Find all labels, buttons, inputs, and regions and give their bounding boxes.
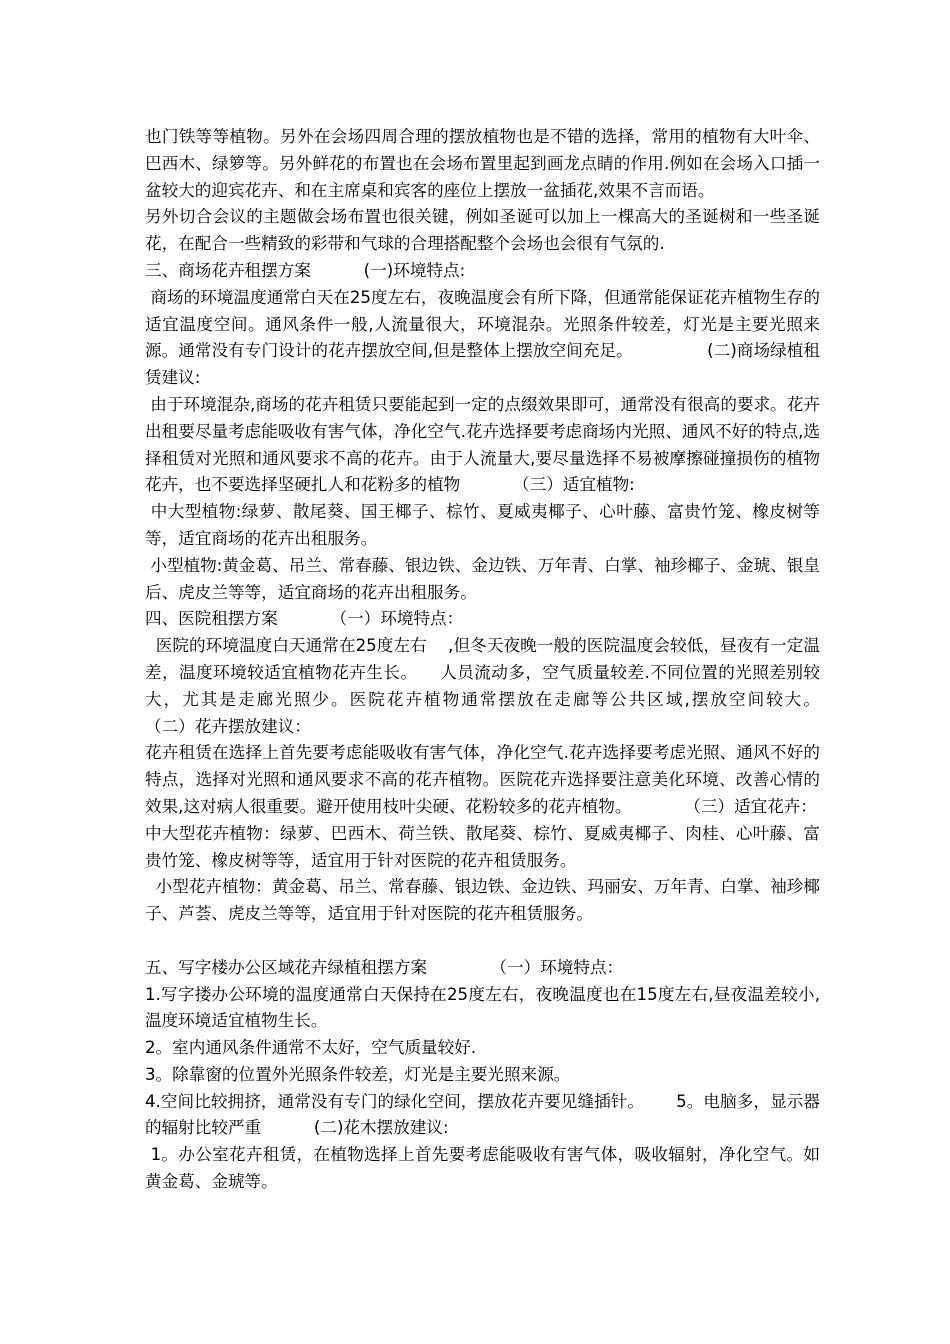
paragraph: 4.空间比较拥挤，通常没有专门的绿化空间，摆放花卉要见缝插针。 5。电脑多，显示器的辐射比较严重 (二)花木摆放建议: xyxy=(145,1091,820,1138)
paragraph: 3。除靠窗的位置外光照条件较差，灯光是主要光照来源。 xyxy=(145,1064,571,1084)
section-heading: 四、医院租摆方案 （一）环境特点： xyxy=(145,609,464,629)
paragraph: 商场的环境温度通常白天在25度左右，夜晚温度会有所下降，但通常能保证花卉植物生存的适宜温度空间。通风条件一般,人流量很大，环境混杂。光照条件较差，灯光是主要光照来源。通常没有专门设计的花卉摆放空间,但是整体上摆放空间充足。 (二)商场绿植租赁建议: xyxy=(145,287,820,388)
paragraph: 中大型花卉植物：绿萝、巴西木、荷兰铁、散尾葵、棕竹、夏威夷椰子、肉桂、心叶藤、富贵竹笼、橡皮树等等，适宜用于针对医院的花卉租赁服务。 xyxy=(145,823,820,870)
paragraph: 1.写字搂办公环境的温度通常白天保持在25度左右，夜晚温度也在15度左右,昼夜温差较小,温度环境适宜植物生长。 xyxy=(145,984,820,1031)
paragraph: 花卉租赁在选择上首先要考虑能吸收有害气体，净化空气.花卉选择要考虑光照、通风不好的特点，选择对光照和通风要求不高的花卉植物。医院花卉选择要注意美化环境、改善心情的效果,这对病人很重要。避开使用枝叶尖硬、花粉较多的花卉植物。 （三）适宜花卉： xyxy=(145,743,820,816)
section-heading: 三、商场花卉租摆方案 (一)环境特点: xyxy=(145,260,466,280)
blank-line xyxy=(145,928,820,955)
paragraph: 1。办公室花卉租赁，在植物选择上首先要考虑能吸收有害气体，吸收辐射，净化空气。如黄金葛、金琥等。 xyxy=(145,1145,820,1192)
paragraph: 医院的环境温度白天通常在25度左右 ,但冬天夜晚一般的医院温度会较低，昼夜有一定温差，温度环境较适宜植物花卉生长。 人员流动多，空气质量较差.不同位置的光照差别较大，尤其是走廊光照少。医院花卉植物通常摆放在走廊等公共区域,摆放空间较大。 （二）花卉摆放建议： xyxy=(145,636,873,736)
paragraph: 小型花卉植物：黄金葛、吊兰、常春藤、银边铁、金边铁、玛丽安、万年青、白掌、袖珍椰子、芦荟、虎皮兰等等，适宜用于针对医院的花卉租赁服务。 xyxy=(145,877,820,924)
paragraph: 另外切合会议的主题做会场布置也很关键，例如圣诞可以加上一棵高大的圣诞树和一些圣诞花，在配合一些精致的彩带和气球的合理搭配整个会场也会很有气氛的. xyxy=(145,207,820,254)
paragraph: 由于环境混杂,商场的花卉租赁只要能起到一定的点缀效果即可，通常没有很高的要求。花卉出租要尽量考虑能吸收有害气体，净化空气.花卉选择要考虑商场内光照、通风不好的特点,选择租赁对光照和通风要求不高的花卉。由于人流量大,要尽量选择不易被摩擦碰撞损伤的植物花卉，也不要选择坚硬扎人和花粉多的植物 （三）适宜植物: xyxy=(145,394,820,495)
paragraph: 中大型植物:绿萝、散尾葵、国王椰子、棕竹、夏威夷椰子、心叶藤、富贵竹笼、橡皮树等等，适宜商场的花卉出租服务。 xyxy=(145,502,820,548)
document-body xyxy=(145,124,873,1196)
paragraph: 也门铁等等植物。另外在会场四周合理的摆放植物也是不错的选择，常用的植物有大叶伞、巴西木、绿箩等。另外鲜花的布置也在会场布置里起到画龙点睛的作用.例如在会场入口插一盆较大的迎宾花卉、和在主席桌和宾客的座位上摆放一盆插花,效果不言而语。 xyxy=(145,127,820,200)
paragraph: 小型植物:黄金葛、吊兰、常春藤、银边铁、金边铁、万年青、白掌、袖珍椰子、金琥、银皇后、虎皮兰等等，适宜商场的花卉出租服务。 xyxy=(145,555,821,602)
paragraph: 2。室内通风条件通常不太好，空气质量较好. xyxy=(145,1038,477,1058)
section-heading: 五、写字楼办公区域花卉绿植租摆方案 （一）环境特点： xyxy=(145,957,624,977)
